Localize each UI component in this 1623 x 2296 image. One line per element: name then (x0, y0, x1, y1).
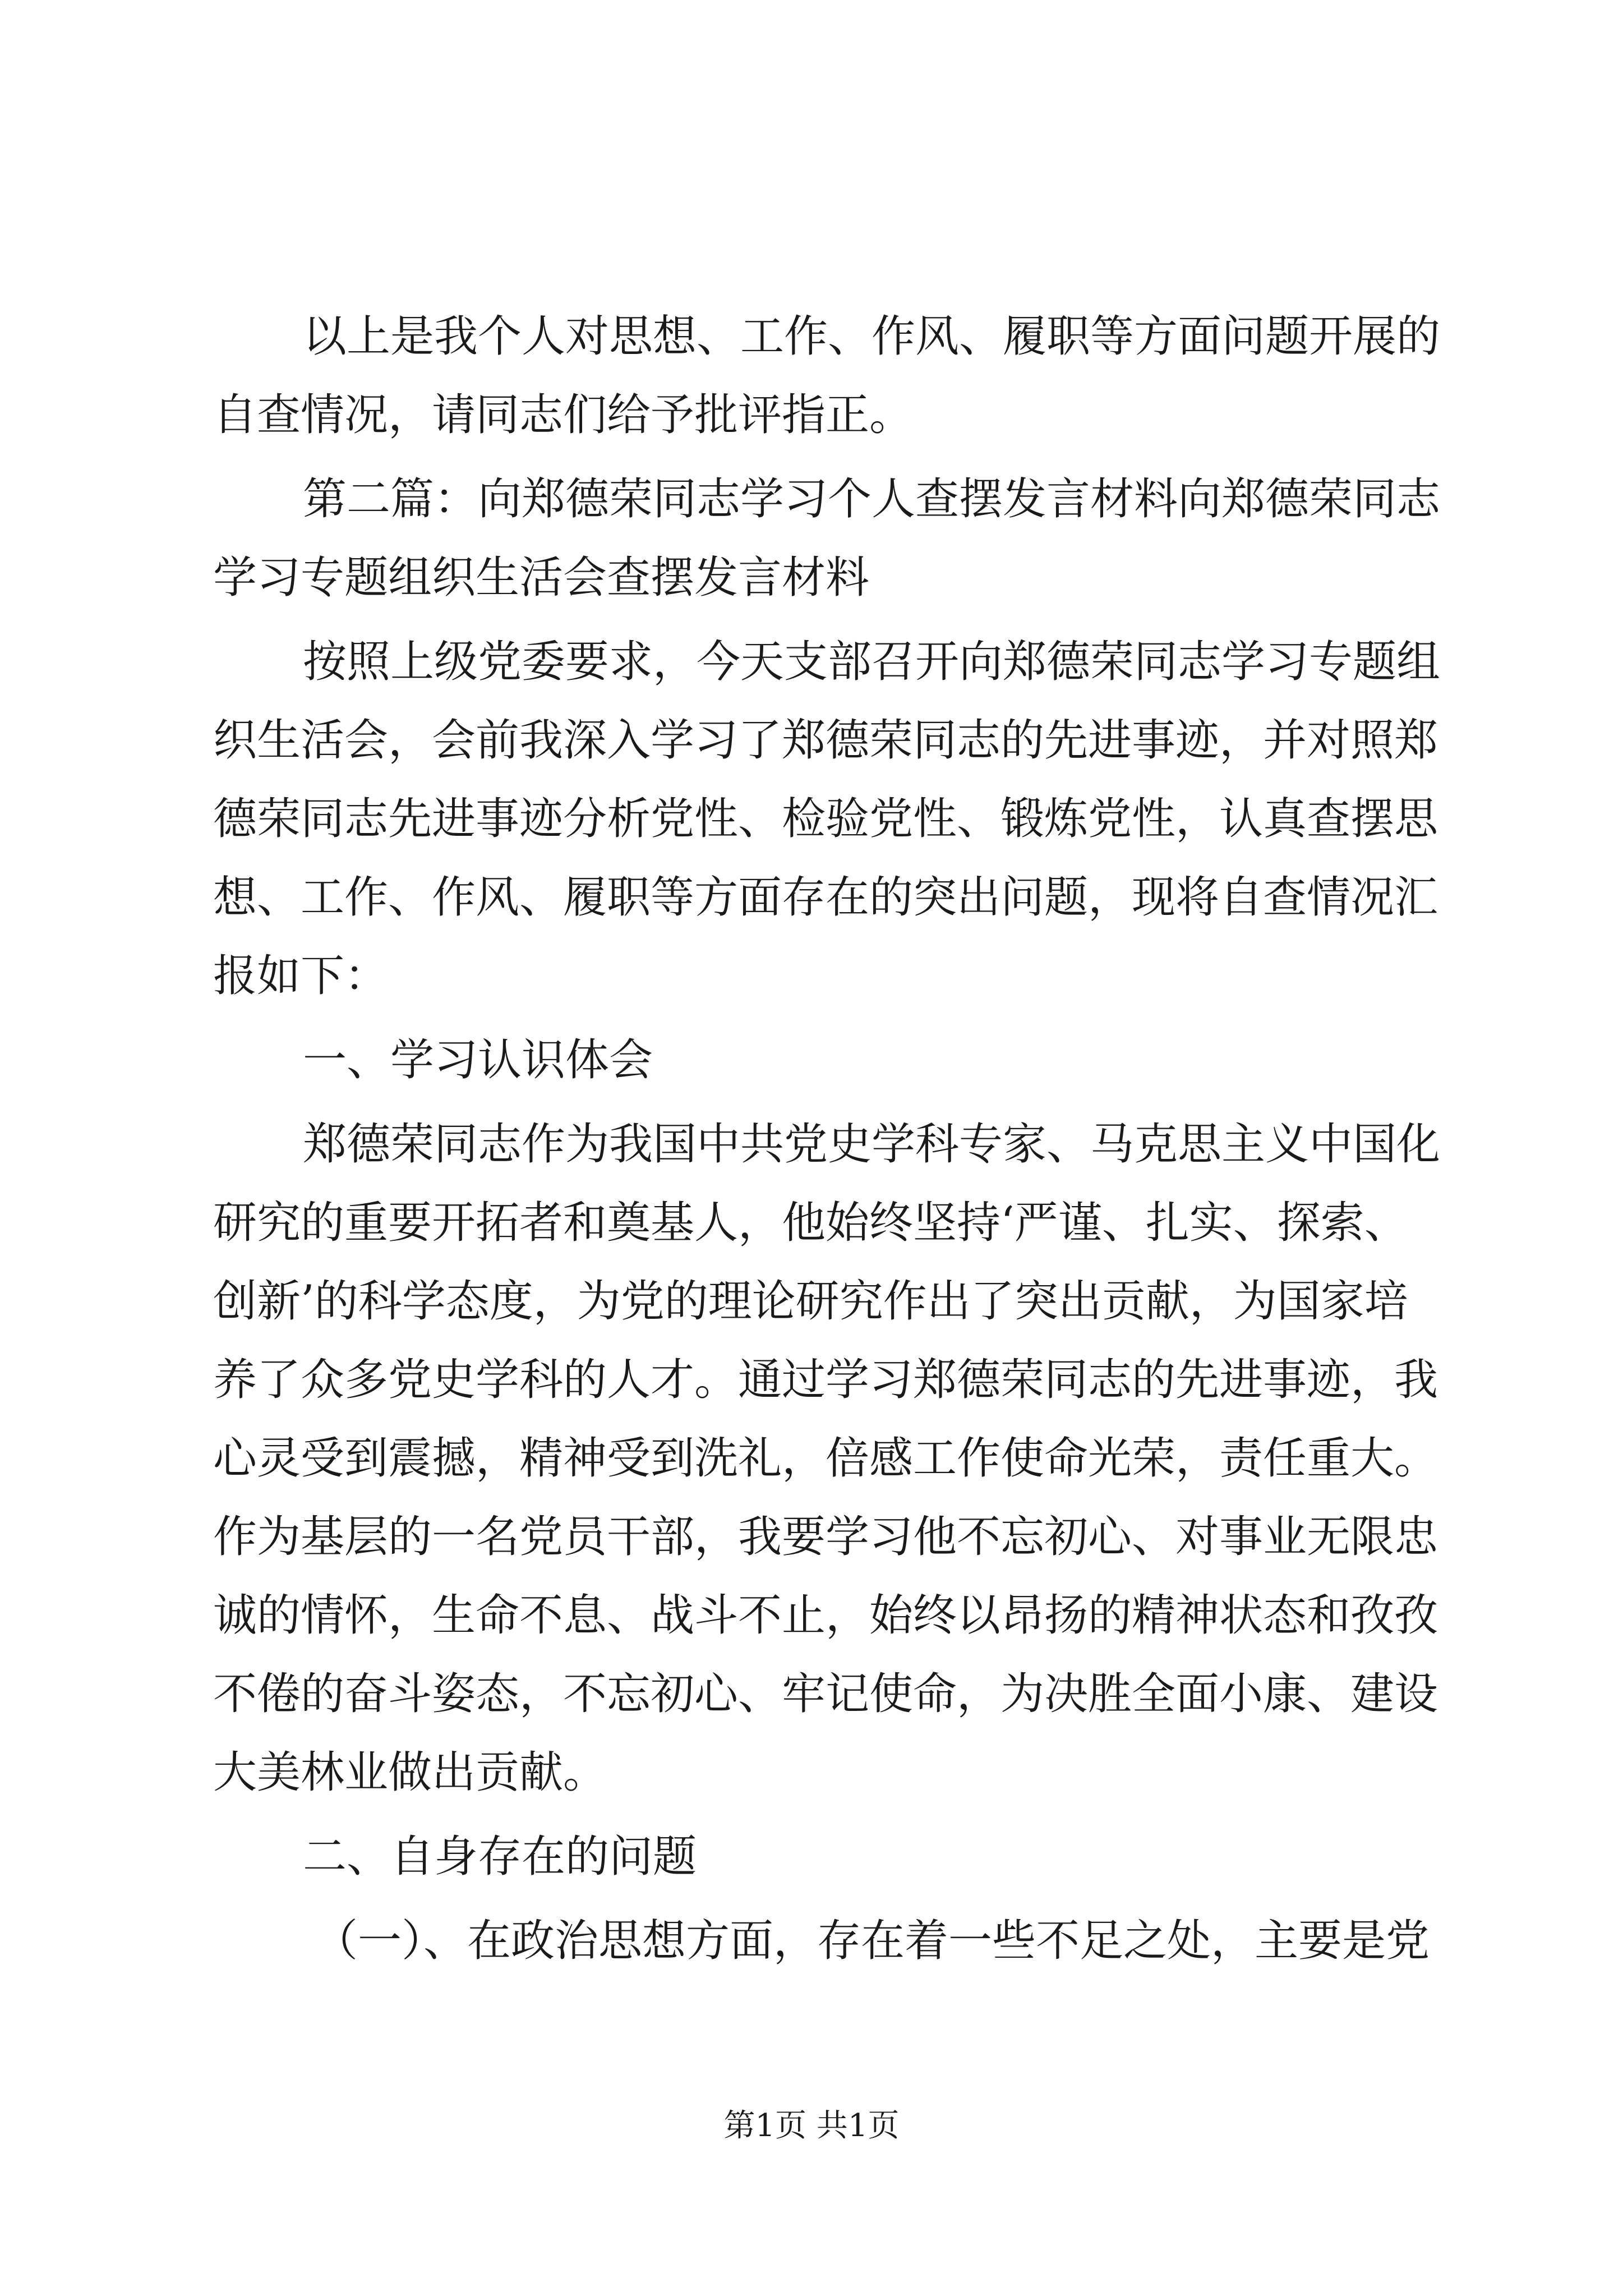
line-text: 一、学习认识体会 (303, 1035, 653, 1085)
paragraph-line (0, 937, 1623, 1015)
line-text: 以上是我个人对思想、工作、作风、履职等方面问题开展的 (303, 311, 1441, 362)
paragraph-line (0, 1902, 1623, 1980)
paragraph-line (0, 623, 1623, 701)
paragraph-line (0, 1419, 1623, 1498)
line-text: 自查情况，请同志们给予批评指正。 (213, 390, 914, 440)
paragraph-line (0, 1184, 1623, 1262)
paragraph-line (0, 297, 1623, 376)
section-heading-line (0, 539, 1623, 617)
paragraph-line (0, 1733, 1623, 1812)
line-text: 想、工作、作风、履职等方面存在的突出问题，现将自查情况汇 (213, 872, 1438, 923)
line-text: 第二篇：向郑德荣同志学习个人查摆发言材料向郑德荣同志 (303, 474, 1441, 524)
paragraph-line (0, 1341, 1623, 1419)
line-text: 德荣同志先进事迹分析党性、检验党性、锻炼党性，认真查摆思 (213, 794, 1438, 844)
paragraph-line (0, 1576, 1623, 1655)
section-heading-line (0, 460, 1623, 539)
section-heading-line (0, 1818, 1623, 1896)
line-text: 创新’的科学态度，为党的理论研究作出了突出贡献，为国家培 (213, 1276, 1408, 1327)
line-text: 研究的重要开拓者和奠基人，他始终坚持‘严谨、扎实、探索、 (213, 1198, 1408, 1248)
line-text: 按照上级党委要求，今天支部召开向郑德荣同志学习专题组 (303, 637, 1441, 687)
line-text: 作为基层的一名党员干部，我要学习他不忘初心、对事业无限忠 (213, 1512, 1438, 1562)
paragraph-line (0, 1105, 1623, 1184)
line-text: （一）、在政治思想方面，存在着一些不足之处，主要是党 (314, 1916, 1430, 1966)
line-text: 大美林业做出贡献。 (213, 1747, 607, 1798)
section-heading-line (0, 1021, 1623, 1099)
paragraph-line (0, 1498, 1623, 1576)
paragraph-line (0, 376, 1623, 454)
page-number: 第1页 共1页 (723, 2108, 900, 2144)
paragraph-line (0, 1262, 1623, 1341)
line-text: 养了众多党史学科的人才。通过学习郑德荣同志的先进事迹，我 (213, 1355, 1438, 1405)
line-text: 郑德荣同志作为我国中共党史学科专家、马克思主义中国化 (303, 1119, 1441, 1170)
line-text: 报如下： (213, 951, 389, 1001)
line-text: 不倦的奋斗姿态，不忘初心、牢记使命，为决胜全面小康、建设 (213, 1669, 1438, 1719)
line-text: 心灵受到震撼，精神受到洗礼，倍感工作使命光荣，责任重大。 (213, 1433, 1438, 1484)
paragraph-line (0, 858, 1623, 937)
line-text: 学习专题组织生活会查摆发言材料 (213, 553, 870, 603)
paragraph-line (0, 701, 1623, 780)
page-footer (0, 2098, 1623, 2154)
line-text: 织生活会，会前我深入学习了郑德荣同志的先进事迹，并对照郑 (213, 715, 1438, 766)
paragraph-line (0, 1655, 1623, 1733)
line-text: 二、自身存在的问题 (303, 1832, 697, 1882)
paragraph-line (0, 780, 1623, 858)
line-text: 诚的情怀，生命不息、战斗不止，始终以昂扬的精神状态和孜孜 (213, 1590, 1438, 1641)
